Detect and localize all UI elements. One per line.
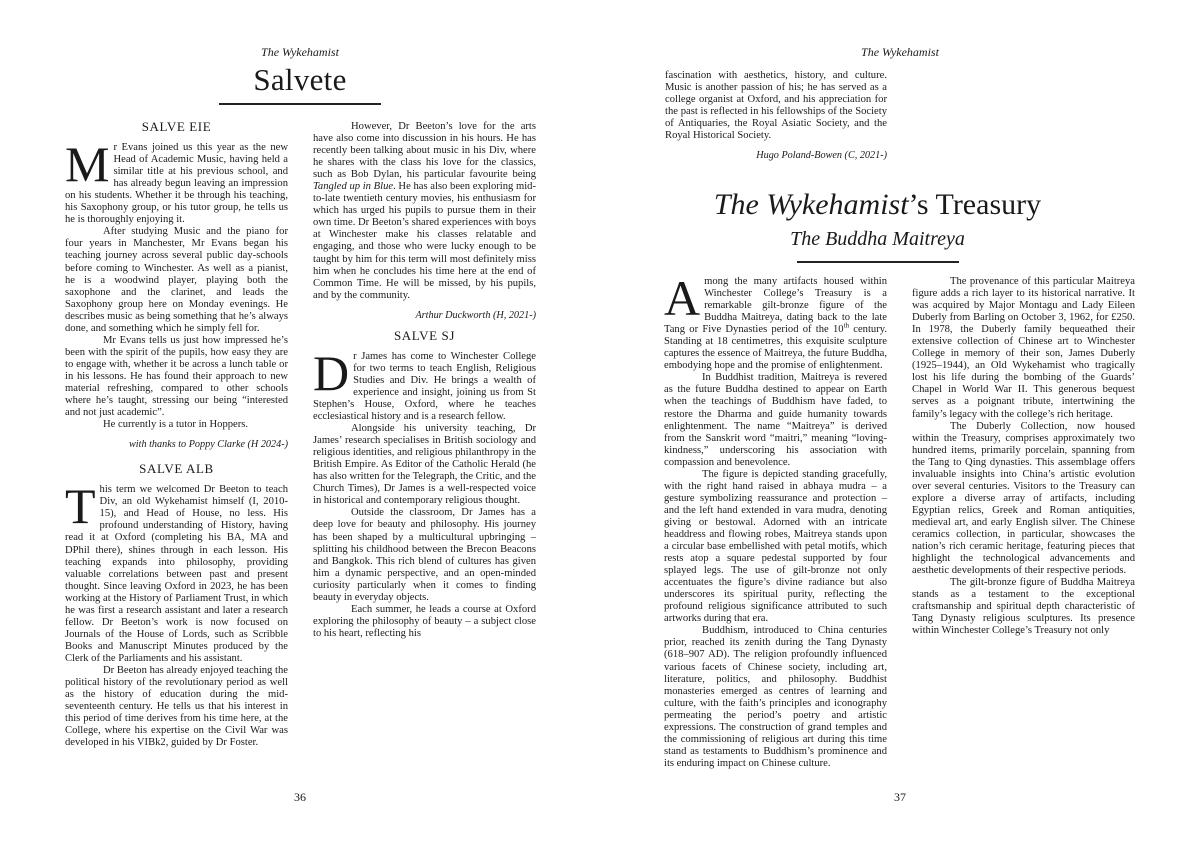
title-rule-right xyxy=(797,261,959,263)
treasury-paragraph: The figure is depicted standing gracefully, with the right hand raised in abhaya mudra – a gesture symbolizing reassurance and protection – and the left hand extended in vara mudra, denoting giving or bestowal. Adorned with an intricate headdress and flowing robes, Maitreya stands upon a circular base embellished with petal motifs, which rests atop a square pedestal supported by four splayed legs. The use of gilt-bronze not only accentuates the figure’s divine radiance but also underscores its spiritual purity, reflecting the profound religious significance attributed to such artworks during that era. xyxy=(664,468,887,625)
left-column-1 xyxy=(65,121,288,749)
running-head-left: The Wykehamist xyxy=(261,45,339,59)
song-title: Tangled up in Blue xyxy=(313,181,394,193)
page-number-37: 37 xyxy=(894,790,906,804)
byline-hugo-poland-bowen: Hugo Poland-Bowen (C, 2021-) xyxy=(756,150,887,162)
salve-sj-paragraph: fascination with aesthetics, history, and culture. Music is another passion of his; he has served as a college organist at Oxford, and his appreciation for the past is reflected in his fellowships of the Society of Antiquaries, the Royal Asiatic Society, and the Royal Historical Society. xyxy=(665,70,887,142)
running-head-right: The Wykehamist xyxy=(861,45,939,59)
dropcap-t: T xyxy=(65,478,96,535)
treasury-title xyxy=(600,188,1155,222)
salve-eie-paragraph: Mr Evans tells us just how impressed he’s been with the spirit of the pupils, how easy they are to engage with, whether it be across a lunch table or in his lessons. He has found their approach to new material refreshing, compared to other schools where he’s taught, stressing our being “interested and not just academic”. xyxy=(65,334,288,419)
treasury-paragraph: In Buddhist tradition, Maitreya is revered as the future Buddha destined to appear on Earth when the teachings of Buddhism have faded, to restore the Dharma and guide humanity towards enlightenment. The name “Maitreya” is derived from the Sanskrit word “maitri,” meaning “loving-kindness,” underscoring his association with compassion and benevolence. xyxy=(664,372,887,468)
salve-alb-paragraph: This term we welcomed Dr Beeton to teach Div, an old Wykehamist himself (I, 2010-15), and Head of House, no less. His profound understanding of History, having read it at Oxford (completing his BA, MA and DPhil there), shines through in each lesson. His teaching expands into philosophy, providing valuable correlations between past and present thought. Since leaving Oxford in 2023, he has been working at the History of Parliament Trust, in which he was first a research assistant and later a research fellow. Dr Beeton’s work is now focused on Journals of the House of Lords, such as Scribble Books and Manuscript Minutes produced by the Clerk of the Parliaments and his assistant. xyxy=(65,478,288,664)
section-heading-salve-sj: SALVE SJ xyxy=(393,327,456,343)
treasury-paragraph: The Duberly Collection, now housed within the Treasury, comprises approximately two hundred items, primarily porcelain, spanning from the Tang to Qing dynasties. This assemblage offers invaluable insights into China’s artistic evolution over several centuries. Visitors to the Treasury can explore a diverse array of artifacts, including Egyptian relics, Greek and Roman antiquities, medieval art, and early English silver. The Chinese ceramics collection, in particular, showcases the nation’s rich ceramic heritage, featuring pieces that highlight the technological advancements and aesthetic developments of their respective periods. xyxy=(912,420,1135,577)
dropcap-a: A xyxy=(664,270,701,326)
treasury-paragraph: Among the many artifacts housed within Winchester College’s Treasury is a remarkable gilt-bronze figure of the Buddha Maitreya, dating back to the late Tang or Five Dynasties period of the 10th century. Standing at 18 centimetres, this exquisite sculpture captures the essence of Maitreya, the future Buddha, embodying hope and the promise of enlightenment. xyxy=(664,270,887,372)
treasury-subtitle: The Buddha Maitreya xyxy=(790,228,965,250)
treasury-paragraph: The provenance of this particular Maitreya figure adds a rich layer to its historical narrative. It was acquired by Major Montagu and Lady Eileen Duberly from Barling on October 3, 1962, for £250. In 1978, the Duberly family bequeathed their extensive collection of Chinese art to Winchester College in memory of their son, James Duberly (1925–1944), an Old Wykehamist who tragically lost his life during the bombing of the Guards’ Chapel in World War II. This generous bequest serves as a poignant tribute, intertwining the family’s legacy with the college’s rich heritage. xyxy=(912,276,1135,420)
treasury-column-2 xyxy=(912,276,1135,637)
byline-poppy-clarke: with thanks to Poppy Clarke (H 2024-) xyxy=(128,439,288,451)
salve-alb-paragraph: Dr Beeton has already enjoyed teaching the political history of the revolutionary period as well as the history of education during the mid-seventeenth century. He tells us that his interest in this period of time derives from his time here, at the College, where his expertise on the Civil War was developed in his VIBk2, guided by Dr Foster. xyxy=(65,664,288,749)
byline-arthur-duckworth: Arthur Duckworth (H, 2021-) xyxy=(415,309,536,321)
salve-sj-paragraph: Outside the classroom, Dr James has a deep love for beauty and philosophy. His journey has been shaped by a multicultural upbringing – splitting his childhood between the Brecon Beacons and Bangkok. This rich blend of cultures has given him a dynamic perspective, and an open-minded curiosity particularly when it comes to finding beauty in everyday objects. xyxy=(313,507,536,603)
treasury-paragraph: Buddhism, introduced to China centuries prior, reached its zenith during the Tang Dynasty (618–907 AD). The religion profoundly influenced various facets of Chinese society, including art, literature, politics, and philosophy. Buddhist monasteries emerged as centres of learning and culture, with the faith’s principles and iconography permeating the period’s poetry and artistic expressions. The construction of grand temples and the commissioning of religious art during this time stand as testaments to Buddhism’s prominence and its enduring impact on Chinese culture. xyxy=(664,625,887,769)
left-column-2 xyxy=(313,121,536,640)
section-heading-salve-eie: SALVE EIE xyxy=(141,119,212,134)
treasury-column-1 xyxy=(664,270,887,770)
salve-sj-paragraph: Each summer, he leads a course at Oxford exploring the philosophy of beauty – a subject close to his heart, reflecting his xyxy=(313,603,536,639)
salve-eie-paragraph: He currently is a tutor in Hoppers. xyxy=(103,419,249,431)
treasury-paragraph: The gilt-bronze figure of Buddha Maitreya stands as a testament to the exceptional craftsmanship and spiritual depth characteristic of Tang Dynasty religious sculptures. Its presence within Winchester College’s Treasury not only xyxy=(912,577,1135,637)
treasury-title-rest: ’s Treasury xyxy=(908,188,1042,221)
salve-eie-paragraph: After studying Music and the piano for four years in Manchester, Mr Evans began his teaching journey across several public day-schools before coming to Winchester. As well as a pianist, he is a woodwind player, playing both the saxophone and the clarinet, and leads the Saxophony group here on Monday evenings. He describes music as being something that he’s always done, and something which he simply fell for. xyxy=(65,226,288,334)
page-title-salvete: Salvete xyxy=(253,62,347,97)
salve-alb-paragraph: However, Dr Beeton’s love for the arts have also come into discussion in his hours. He has recently been talking about music in his Div, where he shares with the class his love for the classics, such as Bob Dylan, his particular favourite being Tangled up in Blue. He has also been exploring mid-to-late twentieth century movies, his enthusiasm for which has urged his pupils to pursue them in their own time. Dr Beeton’s shared experiences with boys at Winchester make his classes relatable and engaging, and those who were lucky enough to be taught by him for this term will most definitely miss him when he concludes his time here at the end of Common Time. He will be missed, by his pupils, and by the community. xyxy=(313,121,537,301)
dropcap-d: D xyxy=(313,344,350,401)
title-rule-left xyxy=(219,103,381,105)
right-page xyxy=(600,0,1200,849)
salve-eie-paragraph: Mr Evans joined us this year as the new Head of Academic Music, having held a similar title at his previous school, and has already begun leaving an impression on his students. Whether it be through his teaching, his Saxophony group, or his tutor group, he tells us he is thoroughly enjoying it. xyxy=(65,136,288,226)
section-heading-salve-alb: SALVE ALB xyxy=(139,461,214,477)
salve-sj-paragraph: Alongside his university teaching, Dr James’ research specialises in British sociology and religious identities, and religious philanthropy in the British Empire. As Editor of the Catholic Herald (he has also written for the Telegraph, the Critic, and the Church Times), Dr James is a well-respected voice in historical and contemporary religious thought. xyxy=(313,423,536,507)
page-number-36: 36 xyxy=(294,790,306,804)
salve-sj-paragraph: Dr James has come to Winchester College for two terms to teach English, Religious Studies and Div. He brings a wealth of experience and insight, joining us from St Stephen’s House, Oxford, where he teaches ecclesiastical history and is a research fellow. xyxy=(313,344,536,423)
dropcap-m: M xyxy=(65,136,110,193)
treasury-title-italic: The Wykehamist xyxy=(713,188,909,221)
sj-continued-column xyxy=(665,70,887,170)
